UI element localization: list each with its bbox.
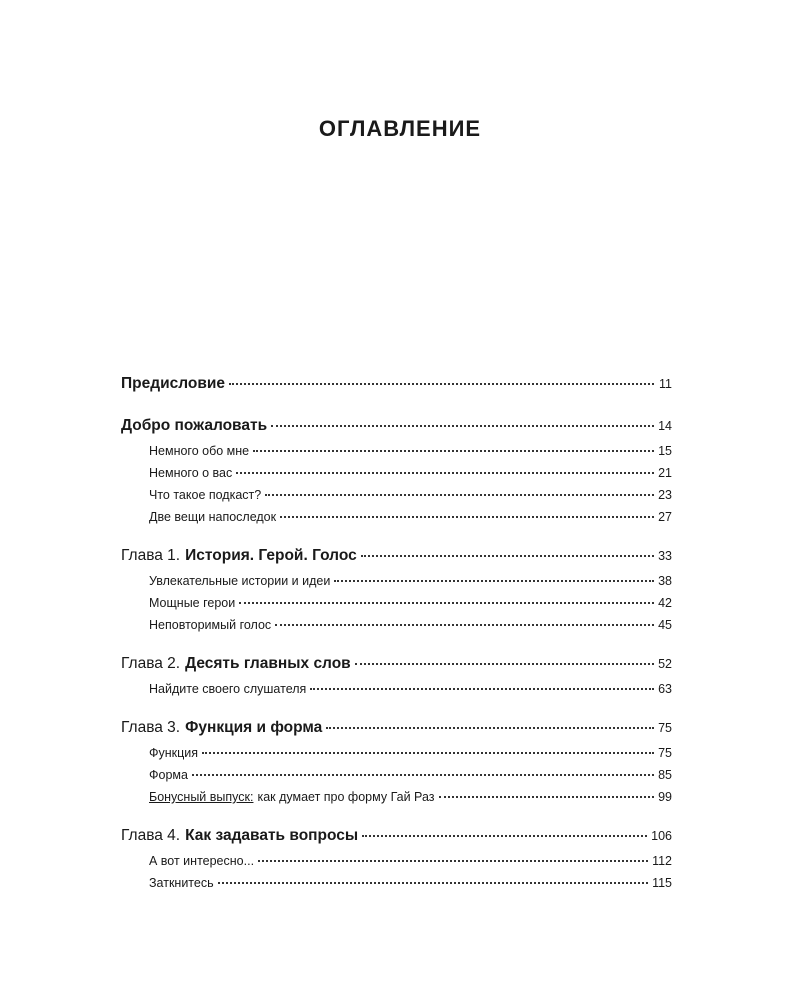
toc-subentry[interactable] [121,764,672,786]
dot-leader [355,663,654,665]
toc-subentry-title: Немного о вас [149,466,233,480]
toc-entry-chapter-2[interactable] [121,650,672,678]
toc-page-number: 52 [658,657,672,671]
toc-entry-preface[interactable] [121,370,672,398]
toc-subentry-title: А вот интересно... [149,854,255,868]
toc-subentry-title: Мощные герои [149,596,236,610]
toc-subentry[interactable] [121,484,672,506]
chapter-number: Глава 2. [121,655,181,672]
toc-entry-chapter-3[interactable] [121,714,672,742]
chapter-number: Глава 1. [121,547,181,564]
toc-subentry-title: как думает про форму Гай Раз [257,790,435,804]
toc-subentry[interactable] [121,678,672,700]
toc-entry-title: Как задавать вопросы [185,827,359,844]
toc-page-number: 63 [658,682,672,696]
bonus-label: Бонусный выпуск: [149,790,254,804]
toc-subentry-title: Две вещи напоследок [149,510,277,524]
chapter-number: Глава 3. [121,719,181,736]
toc-subentry[interactable] [121,872,672,894]
dot-leader [361,555,654,557]
toc-page-number: 33 [658,549,672,563]
toc-subentry-title: Неповторимый голос [149,618,272,632]
dot-leader [326,727,654,729]
toc-page-number: 21 [658,466,672,480]
dot-leader [271,425,654,427]
dot-leader [239,602,654,604]
toc-subentry-title: Заткнитесь [149,876,214,890]
dot-leader [229,383,654,385]
dot-leader [334,580,654,582]
toc-subentry-title: Форма [149,768,188,782]
toc-entry-chapter-1[interactable] [121,542,672,570]
toc-page-number: 23 [658,488,672,502]
chapter-number: Глава 4. [121,827,181,844]
dot-leader [362,835,647,837]
toc-subentry-title: Немного обо мне [149,444,250,458]
toc-subentry-title: Функция [149,746,199,760]
toc-page-number: 38 [658,574,672,588]
toc-entry-title: Функция и форма [185,719,323,736]
toc-subentry-title: Увлекательные истории и идеи [149,574,331,588]
toc-chapter-2 [121,650,672,700]
dot-leader [310,688,654,690]
toc-subentry[interactable] [121,742,672,764]
toc-page-number: 106 [651,829,672,843]
toc-subentry[interactable] [121,786,672,808]
toc-welcome [121,412,672,528]
toc-subentry[interactable] [121,614,672,636]
dot-leader [253,450,654,452]
toc-entry-title: История. Герой. Голос [185,547,357,564]
toc-entry-chapter-4[interactable] [121,822,672,850]
toc-subentry-title: Найдите своего слушателя [149,682,307,696]
toc-entry-welcome[interactable] [121,412,672,440]
toc-chapter-3 [121,714,672,808]
toc-subentry[interactable] [121,850,672,872]
toc-page-number: 115 [652,876,672,890]
toc-page-number: 99 [658,790,672,804]
dot-leader [439,796,654,798]
toc-preface [121,370,672,398]
toc-entry-title: Десять главных слов [185,655,351,672]
toc-entry-title: Предисловие [121,375,226,392]
dot-leader [218,882,648,884]
toc-subentry[interactable] [121,570,672,592]
toc-page-number: 27 [658,510,672,524]
toc-page-number: 11 [659,377,672,391]
table-of-contents [121,370,672,908]
toc-chapter-4 [121,822,672,894]
toc-subentry[interactable] [121,592,672,614]
dot-leader [280,516,654,518]
toc-subentry[interactable] [121,440,672,462]
page-title: ОГЛАВЛЕНИЕ [318,116,482,141]
dot-leader [236,472,654,474]
toc-page-number: 75 [658,721,672,735]
toc-page-number: 15 [658,444,672,458]
dot-leader [202,752,654,754]
toc-page-number: 45 [658,618,672,632]
toc-entry-title: Добро пожаловать [121,417,268,434]
toc-page-number: 14 [658,419,672,433]
dot-leader [258,860,648,862]
toc-chapter-1 [121,542,672,636]
toc-page-number: 42 [658,596,672,610]
toc-page-number: 75 [658,746,672,760]
toc-page-number: 112 [652,854,672,868]
toc-subentry[interactable] [121,506,672,528]
toc-subentry[interactable] [121,462,672,484]
toc-page-number: 85 [658,768,672,782]
dot-leader [265,494,654,496]
dot-leader [275,624,654,626]
dot-leader [192,774,654,776]
toc-subentry-title: Что такое подкаст? [149,488,262,502]
